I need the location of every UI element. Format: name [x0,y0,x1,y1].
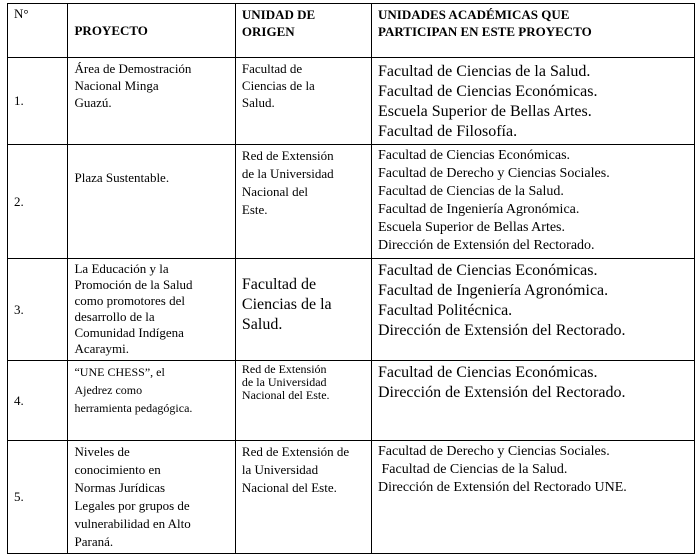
project-line: Paraná. [74,534,114,549]
project-line: Guazú. [74,95,112,110]
participant-line: Facultad de Ciencias Económicas. [378,364,598,381]
header-participants-line: PARTICIPAN EN ESTE PROYECTO [378,24,592,39]
project-line: La Educación y la [74,261,169,276]
unit-line: Ciencias de la [241,296,332,313]
project-cell [68,441,235,554]
table-row [8,361,695,441]
participant-line: Facultad de Ingeniería Agronómica. [378,202,580,217]
participant-line: Dirección de Extensión del Rectorado. [378,238,595,253]
unit-line: Ciencias de la [241,78,315,93]
project-line: Nacional Minga [74,78,159,93]
participant-line: Facultad de Derecho y Ciencias Sociales. [378,166,610,181]
project-cell [68,145,235,259]
participants-cell [372,259,695,361]
unit-line: Red de Extensión [241,148,334,163]
project-line: Promoción de la Salud [74,277,193,292]
project-line: desarrollo de la [74,309,155,324]
participants-cell [372,441,695,554]
participant-line: Escuela Superior de Bellas Artes. [378,103,592,120]
unit-line: Red de Extensión de [241,444,350,459]
unit-line: Salud. [241,316,283,333]
project-line: como promotores del [74,293,185,308]
table-row [8,58,695,145]
participant-line: Dirección de Extensión del Rectorado. [378,322,626,339]
participant-line: Escuela Superior de Bellas Artes. [378,220,566,235]
participant-line: Facultad de Ciencias de la Salud. [378,184,564,199]
row-number: 1. [8,58,68,145]
participant-line: Facultad Politécnica. [378,302,513,319]
row-number: 5. [8,441,68,554]
project-cell [68,361,235,441]
project-line: Área de Demostración [74,61,192,76]
unit-line: de la Universidad [241,375,327,389]
unit-cell [235,58,371,145]
participant-line: Dirección de Extensión del Rectorado UNE. [378,480,627,495]
project-line: Plaza Sustentable. [74,170,170,185]
unit-cell [235,441,371,554]
project-line: Acaraymi. [74,341,129,356]
project-line: Ajedrez como [74,383,143,397]
unit-line: Red de Extensión [241,362,327,376]
table-row [8,145,695,259]
project-line: Legales por grupos de [74,498,190,513]
participant-line: Facultad de Derecho y Ciencias Sociales. [378,444,610,459]
unit-line: Facultad de [241,61,303,76]
header-num: N° [8,4,68,58]
unit-cell [235,361,371,441]
row-number: 3. [8,259,68,361]
header-project: PROYECTO [68,4,235,58]
project-line: “UNE CHESS”, el [74,365,165,379]
header-participants [372,4,695,58]
project-line: Niveles de [74,444,130,459]
unit-line: Nacional del Este. [241,388,330,402]
participant-line: Facultad de Ciencias de la Salud. [378,63,591,80]
header-unit [235,4,371,58]
unit-line: de la Universidad [241,166,334,181]
unit-line: Facultad de [241,276,317,293]
unit-cell [235,259,371,361]
participants-cell [372,145,695,259]
row-number: 4. [8,361,68,441]
unit-line: Nacional del [241,184,308,199]
project-line: herramienta pedagógica. [74,401,193,415]
project-line: Normas Jurídicas [74,480,166,495]
unit-line: Este. [241,202,268,217]
unit-line: Nacional del Este. [241,480,337,495]
project-line: vulnerabilidad en Alto [74,516,191,531]
project-line: conocimiento en [74,462,161,477]
header-unit-line: ORIGEN [241,24,295,39]
unit-line: la Universidad [241,462,319,477]
participant-line: Facultad de Ciencias Económicas. [378,83,598,100]
header-row [8,4,695,58]
participant-line: Facultad de Ciencias Económicas. [378,148,571,163]
header-unit-line: UNIDAD DE [241,7,316,22]
table-row [8,441,695,554]
table-row [8,259,695,361]
unit-cell [235,145,371,259]
participant-line: Dirección de Extensión del Rectorado. [378,384,626,401]
header-participants-line: UNIDADES ACADÉMICAS QUE [378,7,570,22]
participant-line: Facultad de Ingeniería Agronómica. [378,282,609,299]
project-cell [68,58,235,145]
participant-line: Facultad de Filosofía. [378,123,518,140]
projects-table [7,3,695,554]
unit-line: Salud. [241,95,275,110]
participant-line: Facultad de Ciencias de la Salud. [378,462,568,477]
row-number: 2. [8,145,68,259]
participants-cell [372,361,695,441]
project-cell [68,259,235,361]
participant-line: Facultad de Ciencias Económicas. [378,262,598,279]
project-line: Comunidad Indígena [74,325,184,340]
participants-cell [372,58,695,145]
